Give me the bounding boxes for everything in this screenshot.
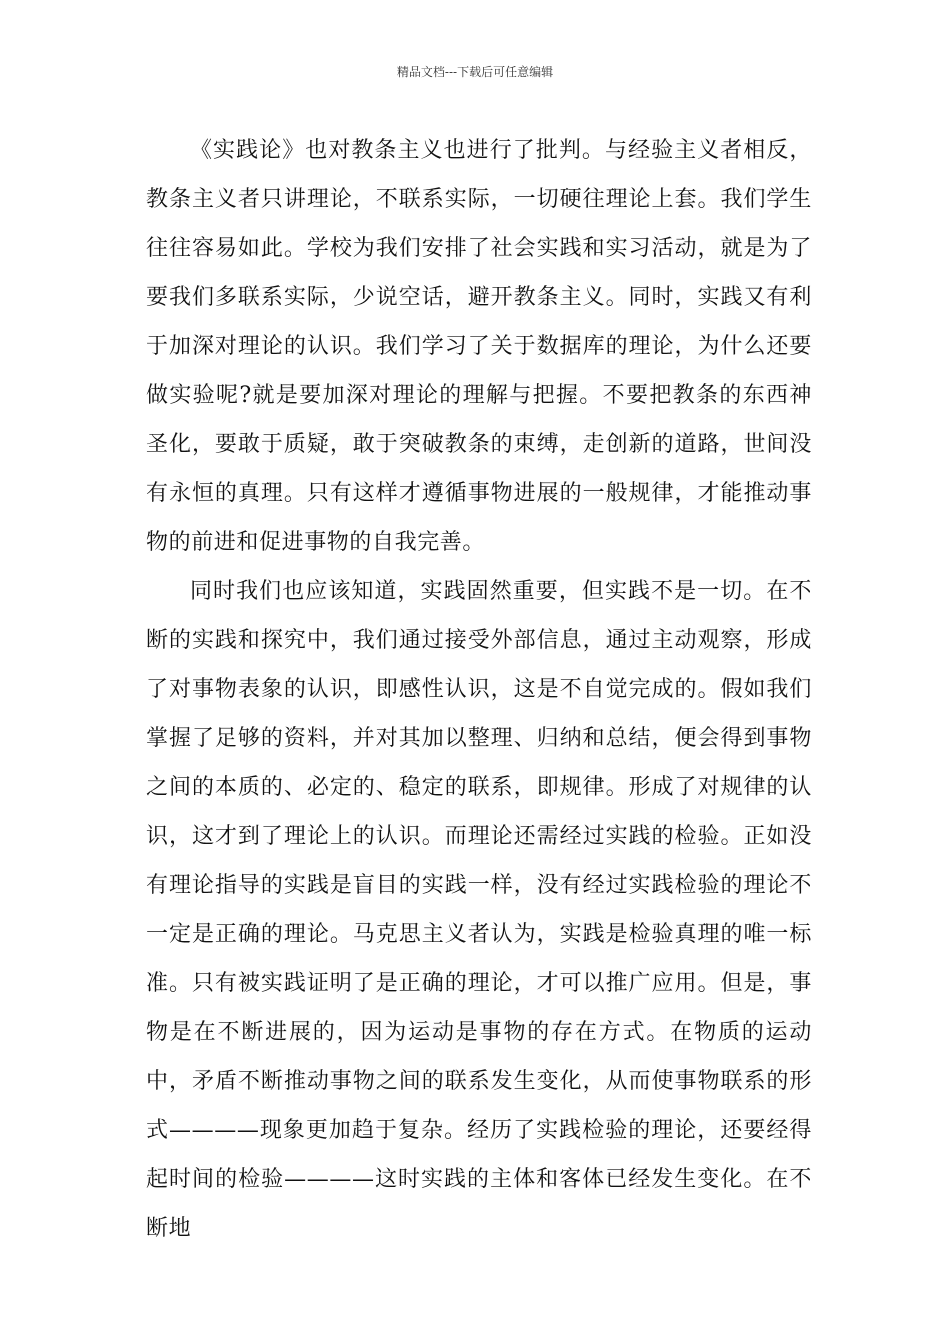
document-body [146,126,812,1253]
page-header: 精品文档---下载后可任意编辑 [396,65,554,79]
paragraph-2: 同时我们也应该知道，实践固然重要，但实践不是一切。在不断的实践和探究中，我们通过接受外部信息，通过主动观察，形成了对事物表象的认识，即感性认识，这是不自觉完成的。假如我们掌握了足够的资料，并对其加以整理、归纳和总结，便会得到事物之间的本质的、必定的、稳定的联系，即规律。形成了对规律的认识，这才到了理论上的认识。而理论还需经过实践的检验。正如没有理论指导的实践是盲目的实践一样，没有经过实践检验的理论不一定是正确的理论。马克思主义者认为，实践是检验真理的唯一标准。只有被实践证明了是正确的理论，才可以推广应用。但是，事物是在不断进展的，因为运动是事物的存在方式。在物质的运动中，矛盾不断推动事物之间的联系发生变化，从而使事物联系的形式————现象更加趋于复杂。经历了实践检验的理论，还要经得起时间的检验————这时实践的主体和客体已经发生变化。在不断地 [146,579,812,1241]
paragraph-1: 《实践论》也对教条主义也进行了批判。与经验主义者相反，教条主义者只讲理论，不联系实际，一切硬往理论上套。我们学生往往容易如此。学校为我们安排了社会实践和实习活动，就是为了要我们多联系实际，少说空话，避开教条主义。同时，实践又有利于加深对理论的认识。我们学习了关于数据库的理论，为什么还要做实验呢?就是要加深对理论的理解与把握。不要把教条的东西神圣化，要敢于质疑，敢于突破教条的束缚，走创新的道路，世间没有永恒的真理。只有这样才遵循事物进展的一般规律，才能推动事物的前进和促进事物的自我完善。 [146,138,812,555]
